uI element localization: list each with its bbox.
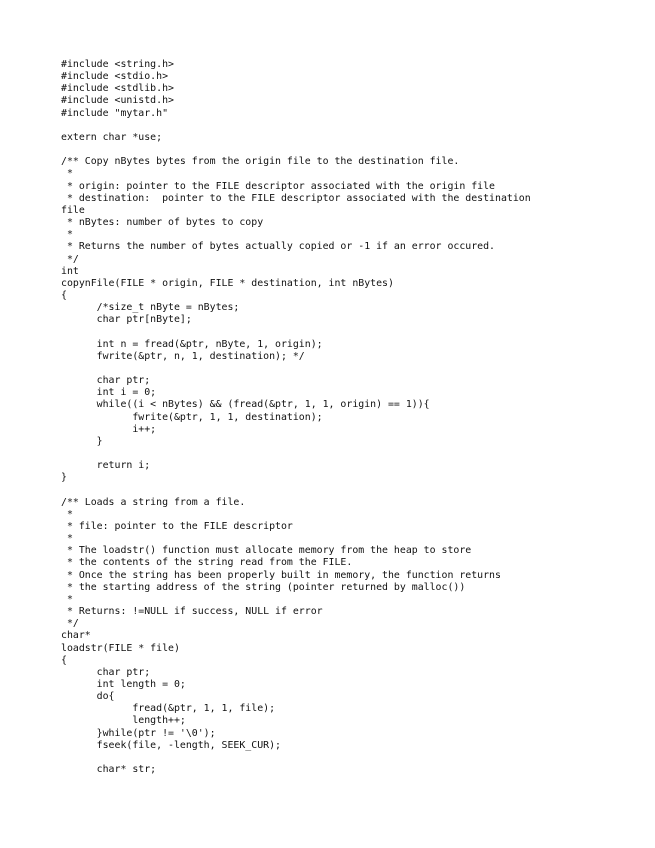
- code-line: *: [61, 593, 73, 605]
- code-line: * Once the string has been properly built in memory, the function returns: [61, 569, 501, 581]
- code-line: fwrite(&ptr, n, 1, destination); */: [61, 350, 305, 362]
- code-line: *: [61, 168, 73, 180]
- code-line: [61, 120, 641, 132]
- code-line: [61, 326, 641, 338]
- code-line: char ptr;: [61, 666, 151, 678]
- code-line: extern char *use;: [61, 131, 163, 143]
- code-line: fread(&ptr, 1, 1, file);: [61, 703, 276, 715]
- code-line: loadstr(FILE * file): [61, 642, 180, 654]
- code-line: * the contents of the string read from the FILE.: [61, 557, 353, 569]
- code-line: {: [61, 654, 67, 666]
- code-line: char*: [61, 630, 91, 642]
- code-line: i++;: [61, 423, 157, 435]
- code-line: {: [61, 289, 67, 301]
- code-line: /*size_t nByte = nBytes;: [61, 302, 240, 314]
- code-line: char ptr[nByte];: [61, 314, 192, 326]
- code-line: * destination: pointer to the FILE descriptor associated with the destination: [61, 192, 531, 204]
- code-line: [61, 363, 641, 375]
- code-listing: [61, 59, 641, 776]
- code-line: #include <stdlib.h>: [61, 83, 174, 95]
- code-line: /** Loads a string from a file.: [61, 496, 246, 508]
- code-line: #include <string.h>: [61, 59, 174, 70]
- code-line: int: [61, 265, 79, 277]
- code-line: #include <stdio.h>: [61, 71, 169, 83]
- code-line: *: [61, 533, 73, 545]
- code-line: fwrite(&ptr, 1, 1, destination);: [61, 411, 323, 423]
- code-line: char* str;: [61, 764, 157, 776]
- code-line: length++;: [61, 715, 186, 727]
- code-line: }: [61, 472, 67, 484]
- code-line: * Returns the number of bytes actually copied or -1 if an error occured.: [61, 241, 496, 253]
- code-line: [61, 448, 641, 460]
- code-line: copynFile(FILE * origin, FILE * destination, int nBytes): [61, 277, 394, 289]
- code-line: #include <unistd.h>: [61, 95, 174, 107]
- code-line: * origin: pointer to the FILE descriptor associated with the origin file: [61, 180, 496, 192]
- code-line: * the starting address of the string (pointer returned by malloc()): [61, 581, 466, 593]
- code-line: file: [61, 204, 85, 216]
- code-line: * Returns: !=NULL if success, NULL if error: [61, 606, 323, 618]
- code-line: }: [61, 435, 103, 447]
- code-line: *: [61, 508, 73, 520]
- code-line: int i = 0;: [61, 387, 157, 399]
- code-line: [61, 752, 641, 764]
- code-line: */: [61, 618, 79, 630]
- code-line: * file: pointer to the FILE descriptor: [61, 520, 293, 532]
- code-line: [61, 484, 641, 496]
- code-line: * The loadstr() function must allocate memory from the heap to store: [61, 545, 472, 557]
- code-line: /** Copy nBytes bytes from the origin file to the destination file.: [61, 156, 460, 168]
- code-line: return i;: [61, 460, 151, 472]
- code-line: * nBytes: number of bytes to copy: [61, 217, 264, 229]
- code-line: char ptr;: [61, 375, 151, 387]
- code-line: int n = fread(&ptr, nByte, 1, origin);: [61, 338, 323, 350]
- code-line: int length = 0;: [61, 678, 186, 690]
- code-line: do{: [61, 691, 115, 703]
- code-line: }while(ptr != '\0');: [61, 727, 216, 739]
- code-line: [61, 144, 641, 156]
- code-line: while((i < nBytes) && (fread(&ptr, 1, 1, origin) == 1)){: [61, 399, 430, 411]
- code-line: #include "mytar.h": [61, 107, 169, 119]
- code-line: */: [61, 253, 79, 265]
- code-line: *: [61, 229, 73, 241]
- code-line: fseek(file, -length, SEEK_CUR);: [61, 739, 281, 751]
